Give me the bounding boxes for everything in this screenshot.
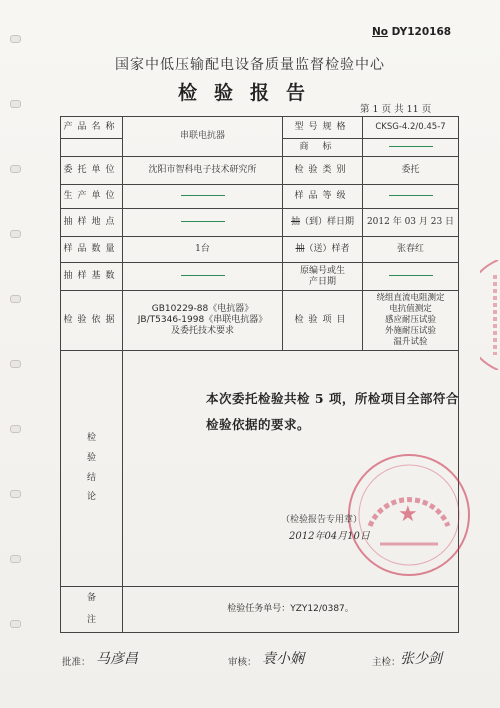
review-label: 审核： [228,657,257,668]
table-row [61,351,459,587]
table-row [61,237,459,263]
table-row [61,117,459,139]
sampling-place-label: 抽样地点 [61,209,123,237]
basis-line: JB/T5346-1998《串联电抗器》 [137,315,268,326]
approve-signature: 马彦昌 [96,651,138,667]
trademark-value [363,139,459,157]
sample-qty-label: 样品数量 [61,237,123,263]
seal-caption: （检验报告专用章） [281,515,363,525]
page-total: 11 [406,104,419,115]
sampling-base-value [123,263,283,291]
table-row [61,209,459,237]
inspection-item: 电抗值测定 [389,303,432,314]
model-value: CKSG-4.2/0.45-7 [363,117,459,139]
sample-grade-label: 样品等级 [283,185,363,209]
sample-qty-value: 1台 [123,237,283,263]
table-row [61,157,459,185]
page-suffix: 页 [421,104,432,115]
original-no-label [283,263,363,291]
table-row [61,587,459,633]
sample-grade-value [363,185,459,209]
issue-date: 2012年04月10日 [289,531,370,542]
official-seal [348,454,470,576]
sample-date-label-struck: 抽 [290,217,300,228]
inspection-item: 绕组直流电阻测定 [376,292,445,303]
original-no-label-line1: 原编号或生 [299,265,345,276]
basis-label: 检验依据 [61,291,123,351]
original-no-value [363,263,459,291]
product-name-value: 串联电抗器 [123,117,283,157]
document-title: 检验报告 [177,82,322,104]
review-signature: 袁小娴 [262,651,304,667]
note-value: 检验任务单号：YZY12/0387。 [123,587,459,633]
table-row [61,263,459,291]
page-indicator [360,101,434,115]
page-prefix: 第 [360,104,370,115]
manufacturer-label: 生产单位 [61,185,123,209]
product-name-label: 产品名称 [61,117,123,139]
edge-seal-graphic [480,260,500,370]
basis-value [123,291,283,351]
conclusion-text: 本次委托检验共检 5 项，所检项目全部符合检验依据的要求。 [206,391,459,432]
original-no-label-line2: 产日期 [308,276,336,287]
inspection-item: 温升试验 [393,337,428,348]
report-number [372,26,451,38]
sampling-base-label: 抽样基数 [61,263,123,291]
trademark-label: 商标 [283,139,363,157]
sender-label [283,237,363,263]
basis-line: 及委托技术要求 [170,325,234,336]
organization-name: 国家中低压输配电设备质量监督检验中心 [115,57,385,73]
inspection-type-value: 委托 [363,157,459,185]
chief-signature: 张少剑 [400,651,442,667]
conclusion-cell [123,351,459,587]
note-label: 备 注 [61,587,123,633]
page-mid: 页 共 [381,104,404,115]
sender-label-rest: （送）样者 [304,244,350,255]
chief-label: 主检： [372,657,401,668]
report-table [60,116,459,633]
client-label: 委托单位 [61,157,123,185]
sample-date-value: 2012 年 03 月 23 日 [363,209,459,237]
page-current: 1 [372,104,379,115]
manufacturer-value [123,185,283,209]
approve-label: 批准： [62,657,91,668]
binding-holes [10,25,22,675]
sender-value: 张春红 [363,237,459,263]
conclusion-label: 检 验 结 论 [61,351,123,587]
report-number-prefix: No [372,26,389,38]
client-value: 沈阳市智科电子技术研究所 [123,157,283,185]
sample-date-label [283,209,363,237]
items-label: 检验项目 [283,291,363,351]
model-label: 型号规格 [283,117,363,139]
report-number-value: DY120168 [391,26,452,38]
items-value [363,291,459,351]
inspection-item: 外施耐压试验 [384,326,436,337]
inspection-type-label: 检验类别 [283,157,363,185]
sampling-place-value [123,209,283,237]
sender-label-struck: 抽 [295,244,305,255]
table-row [61,291,459,351]
inspection-item: 感应耐压试验 [384,314,436,325]
seal-star-icon: ★ [398,502,418,527]
table-row [61,185,459,209]
sample-date-label-rest: （到）样日期 [300,217,355,228]
basis-line: GB10229-88《电抗器》 [151,304,254,315]
